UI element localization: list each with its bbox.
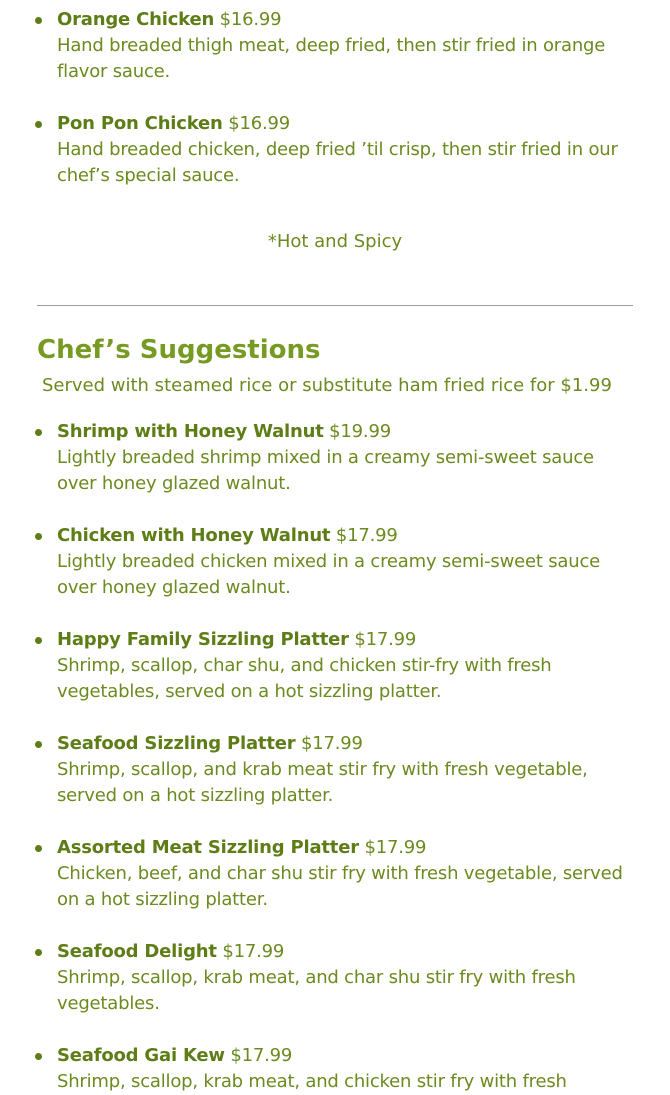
item-price: $16.99: [219, 9, 282, 30]
bullet-icon: [35, 121, 42, 128]
spicy-note: *Hot and Spicy: [267, 231, 403, 252]
bullet-icon: [35, 637, 42, 644]
bullet-icon: [35, 741, 42, 748]
item-description: Chicken, beef, and char shu stir fry with fresh vegetable, served on a hot sizzling platter.: [57, 863, 623, 910]
bullet-icon: [35, 845, 42, 852]
bullet-icon: [35, 429, 42, 436]
bullet-icon: [35, 949, 42, 956]
item-price: $17.99: [364, 837, 427, 858]
menu-item-assorted-meat-sizzling-platter: [57, 835, 637, 913]
item-description: Lightly breaded chicken mixed in a creamy semi-sweet sauce over honey glazed walnut.: [57, 551, 601, 598]
menu-item-shrimp-honey-walnut: [57, 419, 637, 497]
item-price: $17.99: [222, 941, 285, 962]
item-name: Shrimp with Honey Walnut: [57, 421, 324, 442]
item-description: Shrimp, scallop, and krab meat stir fry with fresh vegetable, served on a hot sizzling platter.: [57, 759, 588, 806]
item-name: Orange Chicken: [57, 9, 215, 30]
bullet-icon: [35, 17, 42, 24]
menu-item-seafood-sizzling-platter: [57, 731, 637, 809]
item-price: $17.99: [335, 525, 398, 546]
menu-item-orange-chicken: [57, 7, 637, 85]
section-title: Chef’s Suggestions: [37, 335, 321, 365]
item-name: Seafood Delight: [57, 941, 217, 962]
item-name: Happy Family Sizzling Platter: [57, 629, 349, 650]
item-name: Chicken with Honey Walnut: [57, 525, 331, 546]
item-price: $17.99: [300, 733, 363, 754]
menu-item-seafood-gai-kew: [57, 1043, 637, 1095]
item-name: Seafood Sizzling Platter: [57, 733, 296, 754]
item-price: $16.99: [228, 113, 290, 134]
item-description: Hand breaded chicken, deep fried ’til crisp, then stir fried in our chef’s special sauce.: [57, 139, 618, 186]
item-price: $17.99: [354, 629, 417, 650]
menu-item-chicken-honey-walnut: [57, 523, 637, 601]
item-price: $17.99: [230, 1045, 293, 1066]
item-name: Seafood Gai Kew: [57, 1045, 225, 1066]
section-subtitle: Served with steamed rice or substitute ham fried rice for $1.99: [42, 375, 612, 396]
menu-item-seafood-delight: [57, 939, 637, 1017]
bullet-icon: [35, 1053, 42, 1060]
menu-item-happy-family-sizzling-platter: [57, 627, 637, 705]
section-divider: [37, 305, 633, 306]
item-name: Assorted Meat Sizzling Platter: [57, 837, 359, 858]
item-price: $19.99: [329, 421, 391, 442]
item-description: Lightly breaded shrimp mixed in a creamy semi-sweet sauce over honey glazed walnut.: [57, 447, 594, 494]
item-name: Pon Pon Chicken: [57, 113, 223, 134]
item-description: Shrimp, scallop, krab meat, and char shu stir fry with fresh vegetables.: [57, 967, 576, 1014]
item-description: Hand breaded thigh meat, deep fried, then stir fried in orange flavor sauce.: [57, 35, 606, 82]
item-description: Shrimp, scallop, char shu, and chicken stir-fry with fresh vegetables, served on a hot sizzling platter.: [57, 655, 552, 702]
menu-item-pon-pon-chicken: [57, 111, 637, 189]
bullet-icon: [35, 533, 42, 540]
item-description: Shrimp, scallop, krab meat, and chicken stir fry with fresh: [57, 1071, 567, 1092]
